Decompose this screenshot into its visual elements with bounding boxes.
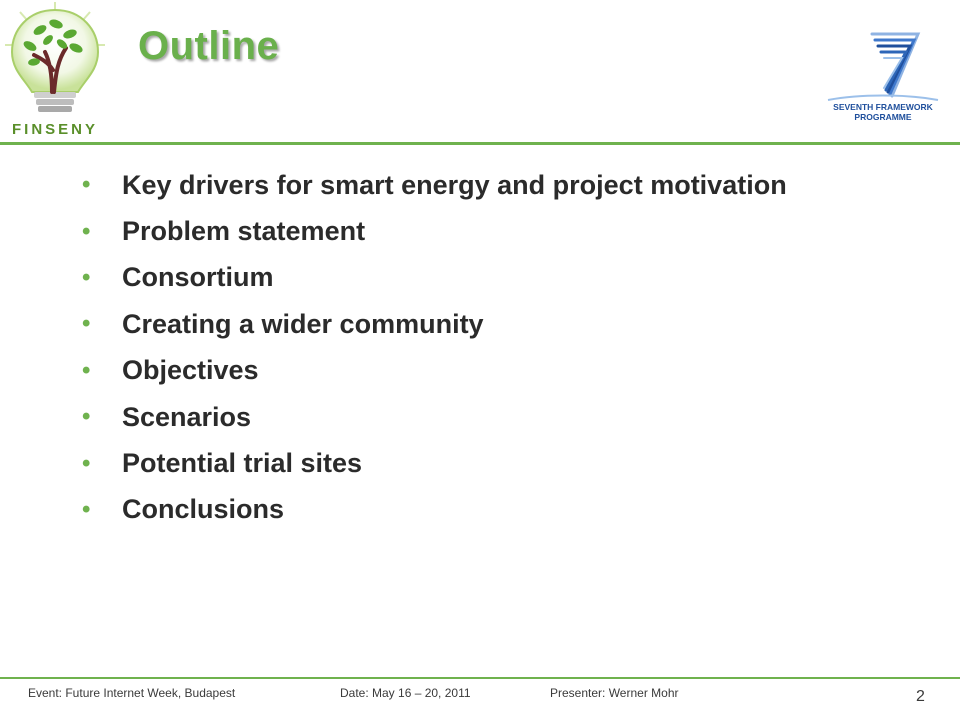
bullet-text: Key drivers for smart energy and project motivation	[122, 169, 787, 200]
bullet-text: Conclusions	[122, 494, 285, 525]
slide-title: Outline	[138, 24, 280, 68]
list-item	[80, 487, 787, 533]
bullet-text: Consortium	[122, 262, 274, 293]
footer-presenter: Presenter: Werner Mohr	[550, 686, 679, 700]
bullet-text: Scenarios	[122, 401, 252, 432]
bullet-icon: •	[82, 217, 91, 245]
bullet-icon: •	[82, 356, 91, 384]
bullet-icon: •	[82, 310, 91, 338]
bullet-icon: •	[82, 171, 91, 199]
page-number: 2	[916, 688, 925, 705]
bullet-icon: •	[82, 449, 91, 477]
footer-divider	[0, 677, 960, 679]
list-item	[80, 208, 787, 254]
list-item	[80, 348, 787, 394]
svg-text:SEVENTH FRAMEWORK: SEVENTH FRAMEWORK	[833, 102, 933, 112]
bullet-text: Problem statement	[122, 216, 366, 247]
list-item	[80, 440, 787, 486]
bullet-list	[80, 162, 787, 533]
header-divider	[0, 142, 960, 145]
list-item	[80, 162, 787, 208]
list-item	[80, 301, 787, 347]
list-item	[80, 394, 787, 440]
bullet-text: Creating a wider community	[122, 308, 484, 339]
finseny-logo	[0, 0, 110, 145]
svg-text:FINSENY: FINSENY	[11, 121, 99, 138]
svg-text:PROGRAMME: PROGRAMME	[854, 112, 912, 122]
bullet-text: Objectives	[122, 355, 259, 386]
footer-date: Date: May 16 – 20, 2011	[340, 686, 471, 700]
bullet-icon: •	[82, 263, 91, 291]
footer-event: Event: Future Internet Week, Budapest	[28, 686, 236, 700]
list-item	[80, 255, 787, 301]
fp7-logo	[820, 28, 945, 128]
bullet-icon: •	[82, 403, 91, 431]
bullet-icon: •	[82, 495, 91, 523]
bullet-text: Potential trial sites	[122, 448, 363, 479]
